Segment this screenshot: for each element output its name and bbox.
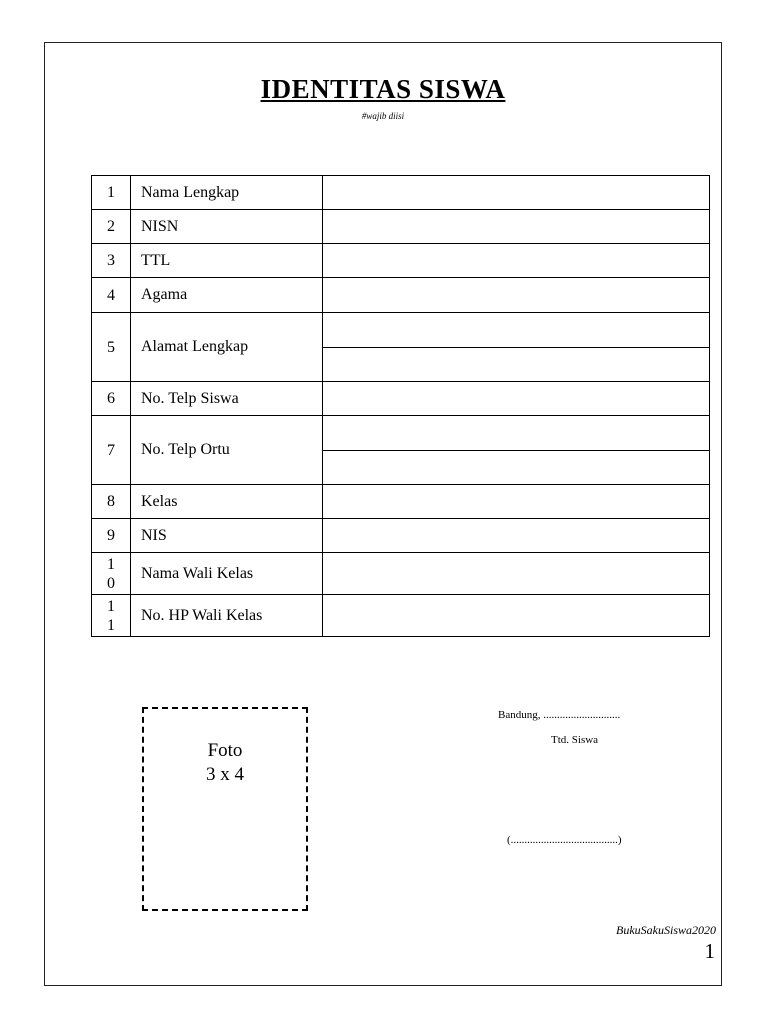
table-row — [92, 382, 710, 416]
row-number: 9 — [92, 519, 131, 553]
row-number: 1 1 — [92, 595, 131, 637]
row-number: 4 — [92, 278, 131, 313]
row-label: Agama — [131, 278, 323, 313]
row-label: No. Telp Siswa — [131, 382, 323, 416]
table-row — [92, 553, 710, 595]
row-label: No. Telp Ortu — [131, 416, 323, 485]
row-label: NISN — [131, 210, 323, 244]
row-value-field[interactable] — [323, 485, 710, 519]
photo-placeholder — [142, 707, 308, 911]
row-number: 1 0 — [92, 553, 131, 595]
signature-place-date: Bandung, ............................ — [498, 709, 621, 721]
table-row — [92, 313, 710, 382]
split-lines — [323, 313, 709, 381]
signature-label: Ttd. Siswa — [551, 734, 599, 746]
row-value-field[interactable] — [323, 553, 710, 595]
row-value-field[interactable] — [323, 210, 710, 244]
row-label: No. HP Wali Kelas — [131, 595, 323, 637]
row-number: 1 — [92, 176, 131, 210]
page-subtitle: #wajib diisi — [361, 111, 405, 121]
row-value-field[interactable] — [323, 382, 710, 416]
page-number: 1 — [704, 939, 715, 963]
page-title-wrap — [44, 74, 722, 105]
table-row — [92, 595, 710, 637]
row-number: 3 — [92, 244, 131, 278]
row-label: TTL — [131, 244, 323, 278]
table-row — [92, 210, 710, 244]
row-value-field[interactable] — [323, 595, 710, 637]
photo-size: 3 x 4 — [206, 764, 244, 785]
row-number: 7 — [92, 416, 131, 485]
signature-name-line: (.......................................) — [507, 834, 622, 846]
table-row — [92, 244, 710, 278]
row-number: 2 — [92, 210, 131, 244]
row-label: Alamat Lengkap — [131, 313, 323, 382]
row-value-field[interactable] — [323, 244, 710, 278]
row-number: 5 — [92, 313, 131, 382]
split-lines — [323, 416, 709, 484]
row-value-field[interactable] — [323, 278, 710, 313]
row-label: Nama Wali Kelas — [131, 553, 323, 595]
row-label: NIS — [131, 519, 323, 553]
row-value-field[interactable] — [323, 313, 710, 382]
identity-table — [91, 175, 710, 637]
footer-brand: BukuSakuSiswa2020 — [616, 923, 716, 937]
row-number: 6 — [92, 382, 131, 416]
photo-label: Foto — [207, 740, 243, 761]
row-value-field[interactable] — [323, 416, 710, 485]
table-row — [92, 176, 710, 210]
row-value-field[interactable] — [323, 176, 710, 210]
row-value-field[interactable] — [323, 519, 710, 553]
table-row — [92, 485, 710, 519]
row-number: 8 — [92, 485, 131, 519]
row-label: Nama Lengkap — [131, 176, 323, 210]
table-row — [92, 278, 710, 313]
table-row — [92, 519, 710, 553]
row-label: Kelas — [131, 485, 323, 519]
page-title: IDENTITAS SISWA — [260, 74, 506, 104]
table-row — [92, 416, 710, 485]
